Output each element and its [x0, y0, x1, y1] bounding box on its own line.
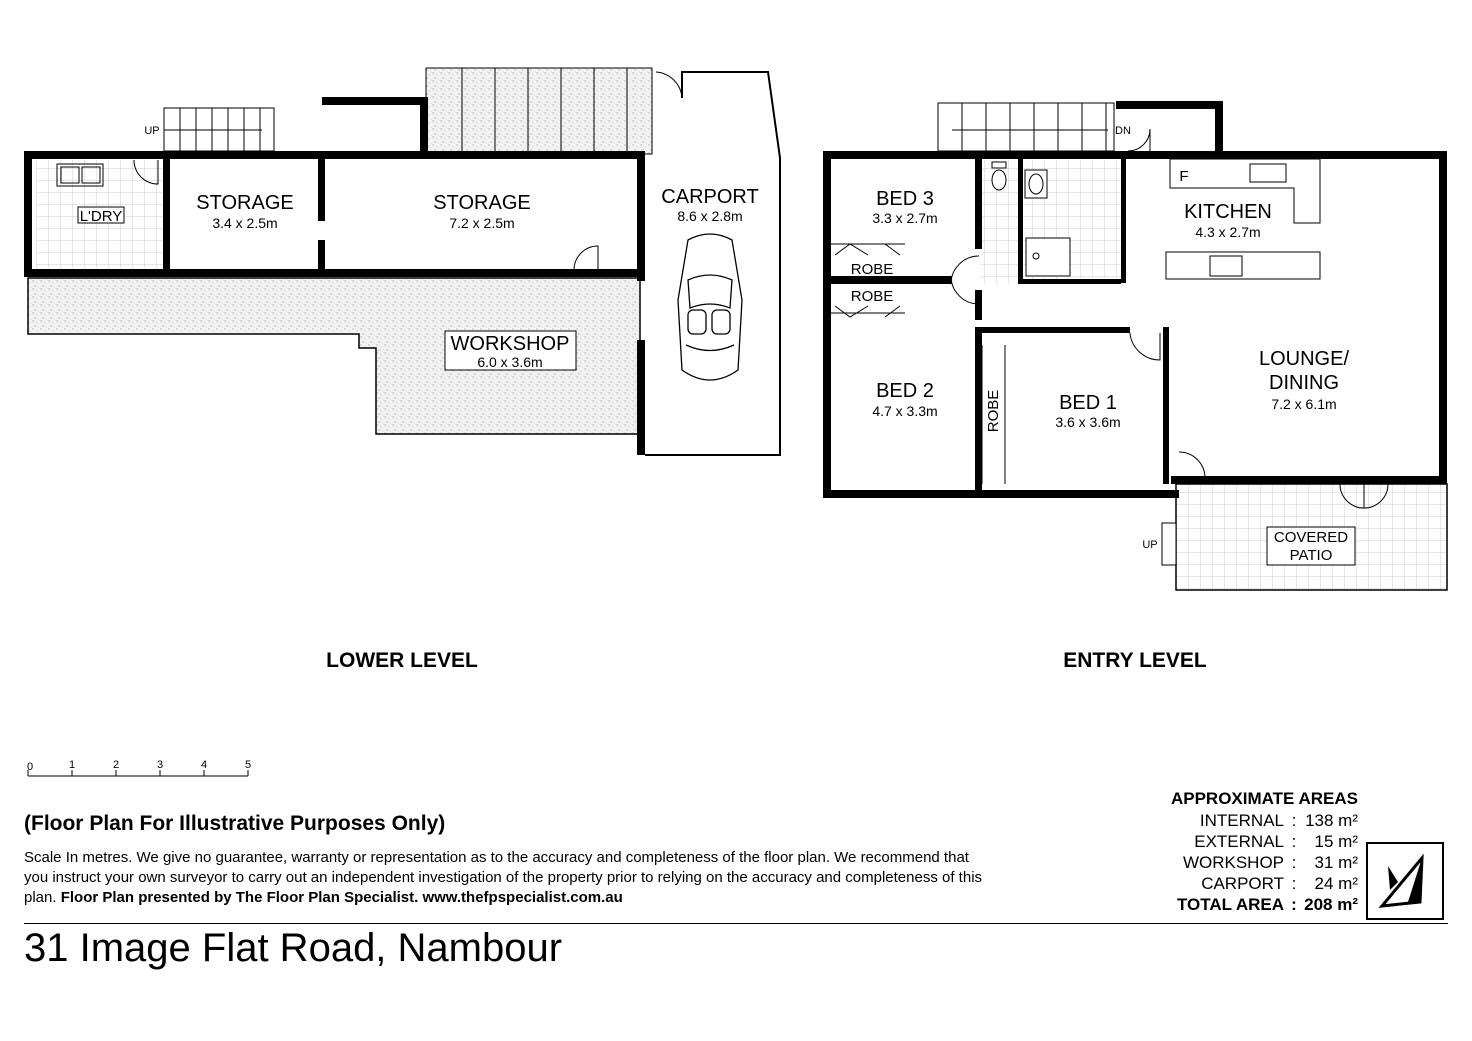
area-row: WORKSHOP : 31 m² [1182, 853, 1358, 872]
area-total-value: 208 m² [1304, 895, 1358, 914]
scale-tick-5: 5 [244, 759, 252, 771]
scale-tick-4: 4 [200, 759, 208, 771]
room-kitchen-dims: 4.3 x 2.7m [1195, 224, 1261, 240]
area-value: 15 m² [1314, 832, 1358, 851]
areas-title: APPROXIMATE AREAS [1170, 789, 1358, 808]
area-label: WORKSHOP [1182, 853, 1284, 872]
scale-tick-2: 2 [112, 759, 120, 771]
lower-stairs [164, 108, 274, 151]
lower-level-title: LOWER LEVEL [326, 649, 478, 672]
area-value: 24 m² [1314, 874, 1358, 893]
entry-level-plan [823, 101, 1447, 672]
carport-outline [645, 72, 780, 455]
property-address: 31 Image Flat Road, Nambour [24, 926, 563, 970]
north-point-icon [1366, 842, 1444, 920]
disclaimer-text [24, 848, 984, 908]
disclaimer-title: (Floor Plan For Illustrative Purposes Only) [24, 812, 446, 835]
room-workshop-label: WORKSHOP [450, 333, 570, 355]
presented-by: Floor Plan presented by The Floor Plan Specialist. www.thefpspecialist.com.au [60, 889, 623, 906]
room-bed3-label: BED 3 [876, 188, 934, 210]
area-label: INTERNAL [1199, 811, 1284, 830]
room-bed1-label: BED 1 [1059, 392, 1117, 414]
room-bed2-label: BED 2 [876, 380, 934, 402]
robe-1-label: ROBE [850, 261, 894, 278]
room-kitchen-label: KITCHEN [1184, 201, 1272, 223]
car-icon [678, 234, 742, 380]
scale-bar [27, 759, 251, 776]
room-storage-2-dims: 7.2 x 2.5m [449, 215, 515, 231]
patio-label-line1: COVERED [1273, 529, 1349, 546]
stair-up-label: UP [144, 125, 160, 137]
room-storage-1-dims: 3.4 x 2.5m [212, 215, 278, 231]
entry-level-title: ENTRY LEVEL [1063, 649, 1207, 672]
room-bed3-dims: 3.3 x 2.7m [872, 210, 938, 226]
shower-icon [1026, 238, 1070, 276]
approximate-areas-table [1118, 789, 1358, 915]
room-bed2-dims: 4.7 x 3.3m [872, 403, 938, 419]
room-carport-label: CARPORT [661, 186, 759, 208]
area-row: INTERNAL : 138 m² [1199, 811, 1358, 830]
patio-step-up-label: UP [1142, 539, 1158, 551]
room-dining-label: DINING [1269, 372, 1339, 394]
scale-tick-3: 3 [156, 759, 164, 771]
area-row: EXTERNAL : 15 m² [1194, 832, 1358, 851]
toilet-icon [992, 162, 1006, 190]
fridge-label: F [1179, 168, 1189, 185]
stair-down-label: DN [1115, 125, 1131, 137]
area-row: CARPORT : 24 m² [1201, 874, 1358, 893]
area-value: 31 m² [1314, 853, 1358, 872]
room-bed1-dims: 3.6 x 3.6m [1055, 414, 1121, 430]
patio-label-line2: PATIO [1289, 547, 1333, 564]
disclaimer-body: Scale In metres. We give no guarantee, warranty or representation as to the accuracy and completeness of the floor plan. We recommend that you instruct your own surveyor to carry out an independent investigation of the property prior to relying on the accuracy and completeness of this plan. [24, 849, 983, 906]
area-total-label: TOTAL AREA [1176, 895, 1284, 914]
room-lounge-dining-dims: 7.2 x 6.1m [1271, 396, 1337, 412]
robe-2-label: ROBE [850, 288, 894, 305]
robe-3-label: ROBE [985, 389, 1002, 433]
room-laundry-label: L'DRY [79, 208, 123, 225]
area-total-row: TOTAL AREA : 208 m² [1176, 895, 1358, 914]
area-label: CARPORT [1201, 874, 1284, 893]
room-workshop-dims: 6.0 x 3.6m [477, 354, 543, 370]
lower-level-plan [24, 68, 780, 672]
area-label: EXTERNAL [1194, 832, 1284, 851]
address-divider [24, 923, 1448, 924]
entry-stairs-lower [426, 68, 652, 154]
room-storage-2-label: STORAGE [433, 192, 531, 214]
basin-icon [1025, 170, 1047, 198]
area-value: 138 m² [1305, 811, 1358, 830]
room-storage-1-label: STORAGE [196, 192, 294, 214]
scale-tick-0: 0 [26, 761, 34, 773]
room-lounge-label: LOUNGE/ [1258, 348, 1350, 370]
scale-tick-1: 1 [68, 759, 76, 771]
room-carport-dims: 8.6 x 2.8m [677, 208, 743, 224]
